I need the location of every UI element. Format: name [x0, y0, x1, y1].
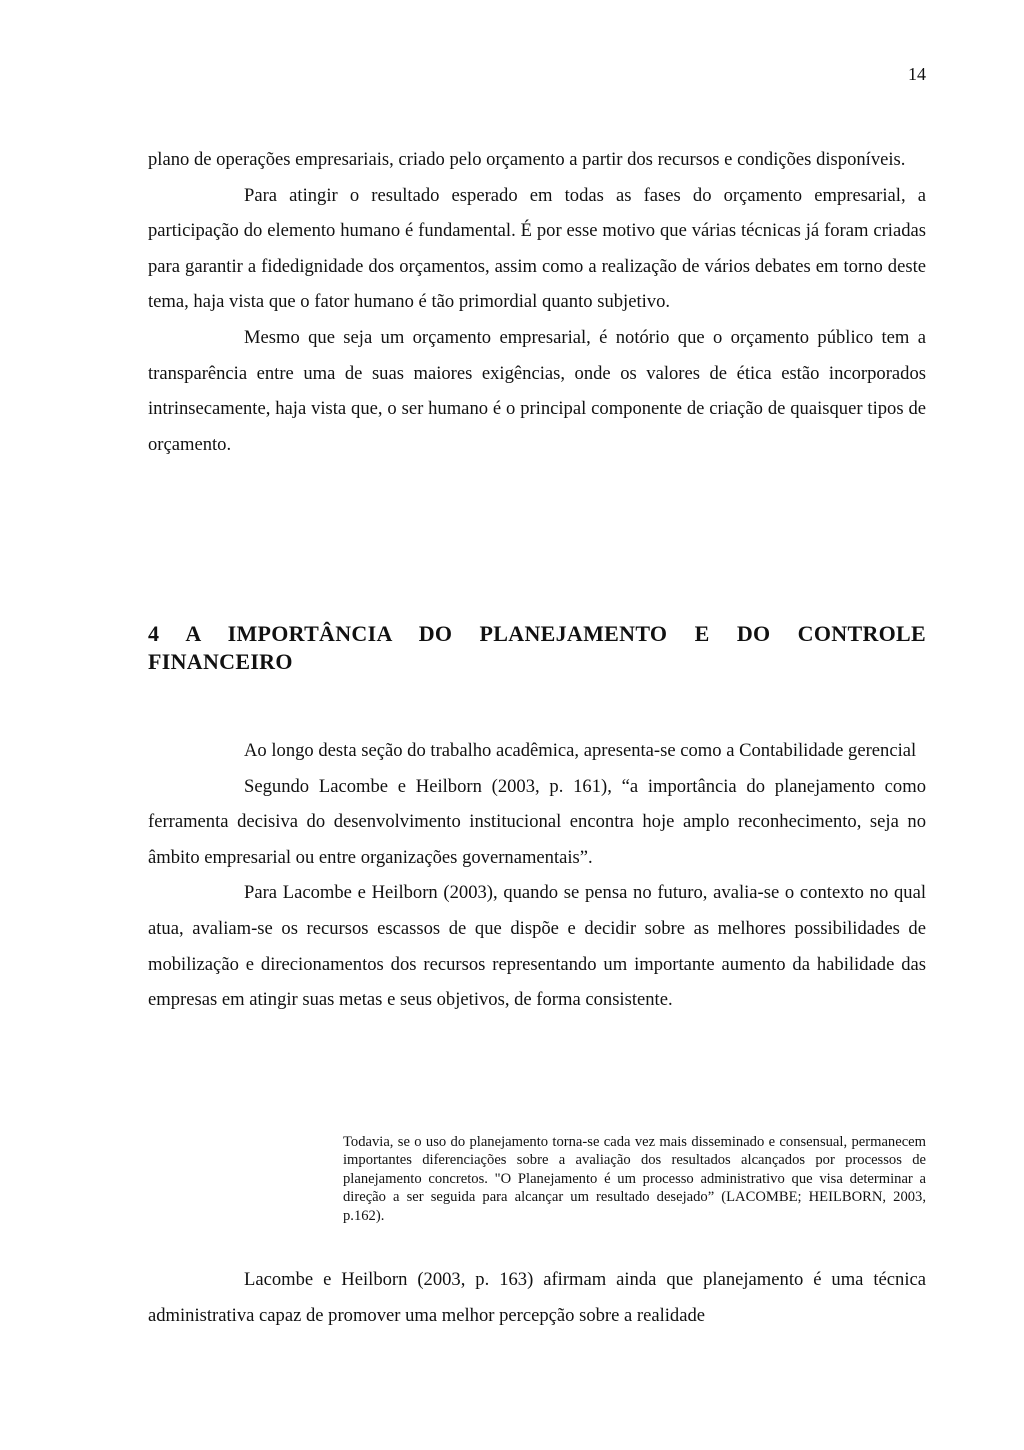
- paragraph-lacombe-161: Segundo Lacombe e Heilborn (2003, p. 161), “a importância do planejamento como ferramenta decisiva do desenvolvimento institucional encontra hoje amplo reconhecimento, seja no âmbito empresarial ou entre organizações governamentais”.: [148, 775, 926, 868]
- text-block-closing: [148, 1262, 926, 1333]
- paragraph-lacombe-163: Lacombe e Heilborn (2003, p. 163) afirmam ainda que planejamento é uma técnica administrativa capaz de promover uma melhor percepção sobre a realidade: [148, 1269, 926, 1326]
- paragraph-public-budget: Mesmo que seja um orçamento empresarial, é notório que o orçamento público tem a transparência entre uma de suas maiores exigências, onde os valores de ética estão incorporados intrinsecamente, haja vista que, o ser humano é o principal componente de criação de quaisquer tipos de orçamento.: [148, 326, 926, 455]
- block-quote: Todavia, se o uso do planejamento torna-se cada vez mais disseminado e consensual, permanecem importantes diferenciações sobre a avaliação dos resultados alcançados por processos de planejamento concretos. "O Planejamento é um processo administrativo que visa determinar a direção a ser seguida para alcançar um resultado desejado” (LACOMBE; HEILBORN, 2003, p.162).: [343, 1134, 926, 1224]
- paragraph-human-element: Para atingir o resultado esperado em todas as fases do orçamento empresarial, a participação do elemento humano é fundamental. É por esse motivo que várias técnicas já foram criadas para garantir a fidedignidade dos orçamentos, assim como a realização de vários debates em torno deste tema, haja vista que o fator humano é tão primordial quanto subjetivo.: [148, 184, 926, 313]
- text-block-section: [148, 733, 926, 1018]
- paragraph-lacombe-2003: Para Lacombe e Heilborn (2003), quando se pensa no futuro, avalia-se o contexto no qual atua, avaliam-se os recursos escassos de que dispõe e decidir sobre as melhores possibilidades de mobilização e direcionamentos dos recursos representando um importante aumento da habilidade das empresas em atingir suas metas e seus objetivos, de forma consistente.: [148, 882, 926, 1011]
- section-heading: 4 A IMPORTÂNCIA DO PLANEJAMENTO E DO CONTROLE FINANCEIRO: [148, 621, 926, 674]
- text-block-intro: [148, 142, 926, 462]
- paragraph-section-intro: Ao longo desta seção do trabalho acadêmica, apresenta-se como a Contabilidade gerencial: [244, 740, 917, 761]
- paragraph-continuation: plano de operações empresariais, criado pelo orçamento a partir dos recursos e condições disponíveis.: [148, 149, 906, 170]
- page-number: 14: [908, 64, 926, 84]
